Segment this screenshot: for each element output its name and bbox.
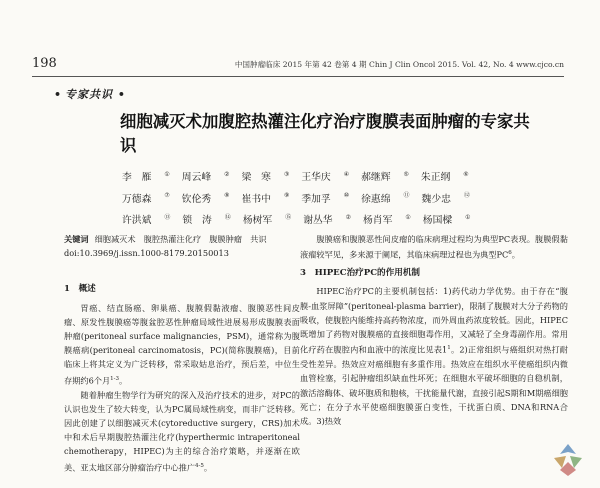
author-entry <box>423 209 471 230</box>
keywords-label: 关键词 <box>64 234 89 244</box>
author-entry <box>242 187 290 208</box>
author-affiliation-mark: ③ <box>283 171 290 178</box>
paragraph: HIPEC治疗PC的主要机制包括：1)药代动力学优势。由于存在“腹膜-血浆屏障”(peritoneal-plasma barrier)，限制了腹膜对大分子药物的吸收，使腹腔内能维持高药物浓度，而外周血药浓度较低。因此，HIPEC既增加了药物对腹膜癌的直接细胞毒作用，又减轻了全身毒副作用。常用化疗药在腹腔内和血液中的浓度比见表$1^1$。2)正常组织与癌组织对热打耐受性差异。热效应对癌细胞有多重作用。热效应在组织水平使癌组织内微血管栓塞，引起肿瘤组织缺血性坏死；在细胞水平破坏细胞的自稳机制，激活溶酶体、破坏胞质和胞核，干扰能量代谢，直接引起S期和M期癌细胞死亡；在分子水平使癌细胞膜蛋白变性，干扰蛋白质、DNA和RNA合成。3)热效 <box>300 286 568 426</box>
author-affiliation-mark: ⑧ <box>224 192 230 200</box>
author-name: 崔书中 <box>241 193 271 205</box>
page-header <box>32 52 564 77</box>
citation[interactable]: 4-5 <box>195 462 204 469</box>
author-entry <box>122 166 170 187</box>
keywords <box>64 232 300 246</box>
author-affiliation-mark: ① <box>164 171 170 178</box>
right-column <box>300 232 568 428</box>
author-list <box>122 166 532 230</box>
author-affiliation-mark: ⑦ <box>164 192 170 200</box>
author-entry <box>182 209 230 230</box>
author-affiliation-mark: ⑭ <box>224 213 231 221</box>
author-name: 许洪斌 <box>122 214 152 226</box>
author-entry <box>301 187 349 208</box>
author-entry <box>122 187 170 208</box>
author-affiliation-mark: ② <box>345 213 351 221</box>
author-name: 魏少忠 <box>421 193 451 205</box>
author-entry <box>421 166 469 187</box>
author-affiliation-mark: ① <box>405 213 411 221</box>
author-name: 谢丛华 <box>303 214 333 226</box>
banner-bullet-icon: • <box>113 88 126 101</box>
author-name: 锁 涛 <box>182 214 212 226</box>
author-affiliation-mark: ② <box>224 171 230 178</box>
author-entry <box>182 187 230 208</box>
author-affiliation-mark: ⑥ <box>463 171 469 178</box>
author-name: 王华庆 <box>301 172 331 184</box>
author-affiliation-mark: ⑫ <box>463 192 470 200</box>
author-entry <box>361 187 409 208</box>
author-affiliation-mark: ⑨ <box>283 192 290 200</box>
paragraph: 随着肿瘤生物学行为研究的深入及治疗技术的进步，对PC的认识也发生了较大转变，认为PC属局域性病变，而非广泛转移。因此创建了以细胞减灭术(cytoreductive surgery，CRS)加术中和术后早期腹腔热灌注化疗(hyperthermic intraperitoneal chemotherapy，HIPEC)为主的综合治疗策略，并逐渐在欧美、亚太地区部分肿瘤治疗中心推广$^{4-5}$。 <box>64 389 300 473</box>
author-entry <box>422 187 470 208</box>
page-number: 198 <box>32 56 57 71</box>
author-name: 杨肖军 <box>363 214 393 226</box>
paragraph: 腹膜癌和腹膜恶性间皮瘤的临床病理过程均为典型PC表现。腹膜假黏液瘤较罕见，多来源于阑尾，其临床病理过程也为典型$PC^6$。 <box>300 234 568 260</box>
author-name: 周云峰 <box>181 172 212 184</box>
author-name: 季加孚 <box>301 193 331 205</box>
citation[interactable]: 6 <box>508 250 512 257</box>
author-affiliation-mark: ⑬ <box>164 213 171 221</box>
author-entry <box>182 166 230 187</box>
author-entry <box>242 166 290 187</box>
author-entry <box>122 209 170 230</box>
journal-running-title: 中国肿瘤临床 2015 年第 42 卷第 4 期 Chin J Clin Oncol 2015. Vol. 42, No. 4 www.cjco.cn <box>234 60 564 69</box>
author-name: 梁 寒 <box>241 172 271 184</box>
author-name: 李 雁 <box>122 172 152 184</box>
left-column <box>64 232 300 475</box>
author-name: 万德森 <box>122 193 152 205</box>
keywords-text: 细胞减灭术 腹腔热灌注化疗 腹膜肿瘤 共识 <box>94 234 267 244</box>
author-entry <box>361 166 409 187</box>
section-banner-label: 专家共识 <box>65 88 114 101</box>
table-citation[interactable]: 1 <box>447 345 451 352</box>
author-entry <box>301 166 349 187</box>
article-title: 细胞减灭术加腹腔热灌注化疗治疗腹膜表面肿瘤的专家共识 <box>120 112 530 155</box>
author-name: 郝继辉 <box>361 172 391 184</box>
author-affiliation-mark: ⑪ <box>403 192 410 200</box>
author-name: 钦伦秀 <box>181 193 212 205</box>
author-affiliation-mark: ① <box>465 213 471 221</box>
author-name: 杨国樑 <box>422 214 453 226</box>
author-name: 徐惠绵 <box>361 193 391 205</box>
section-title-overview: 1 概述 <box>64 284 96 295</box>
author-entry <box>243 209 291 230</box>
author-name: 杨树军 <box>242 214 273 226</box>
author-entry <box>303 209 351 230</box>
author-affiliation-mark: ⑩ <box>343 192 350 200</box>
section-banner <box>54 86 129 102</box>
watermark-logo-icon <box>546 440 590 480</box>
citation[interactable]: 1-3 <box>110 375 120 382</box>
author-entry <box>363 209 411 230</box>
author-affiliation-mark: ④ <box>343 171 350 178</box>
section-title-mechanism: 3 HIPEC治疗PC的作用机制 <box>300 268 421 279</box>
doi: doi:10.3969/j.issn.1000-8179.20150013 <box>64 248 229 259</box>
author-name: 朱正纲 <box>420 172 451 184</box>
paragraph: 胃癌、结直肠癌、卵巢癌、腹膜假黏液瘤、腹膜恶性间皮瘤、原发性腹膜癌等腹盆腔恶性肿瘤局域性进展易形成腹膜表面肿瘤(peritoneal surface malignancies，PSM)，通常称为腹膜癌病(peritoneal carcinomatosis，PC)(简称腹膜癌)，目前临床上将其定义为广泛转移，常采取姑息治疗，预后差，中位生存期约6个月$^{1-3}$。 <box>64 302 300 386</box>
author-affiliation-mark: ⑮ <box>285 213 292 221</box>
banner-bullet-icon: • <box>54 88 63 101</box>
author-affiliation-mark: ⑤ <box>403 171 409 178</box>
